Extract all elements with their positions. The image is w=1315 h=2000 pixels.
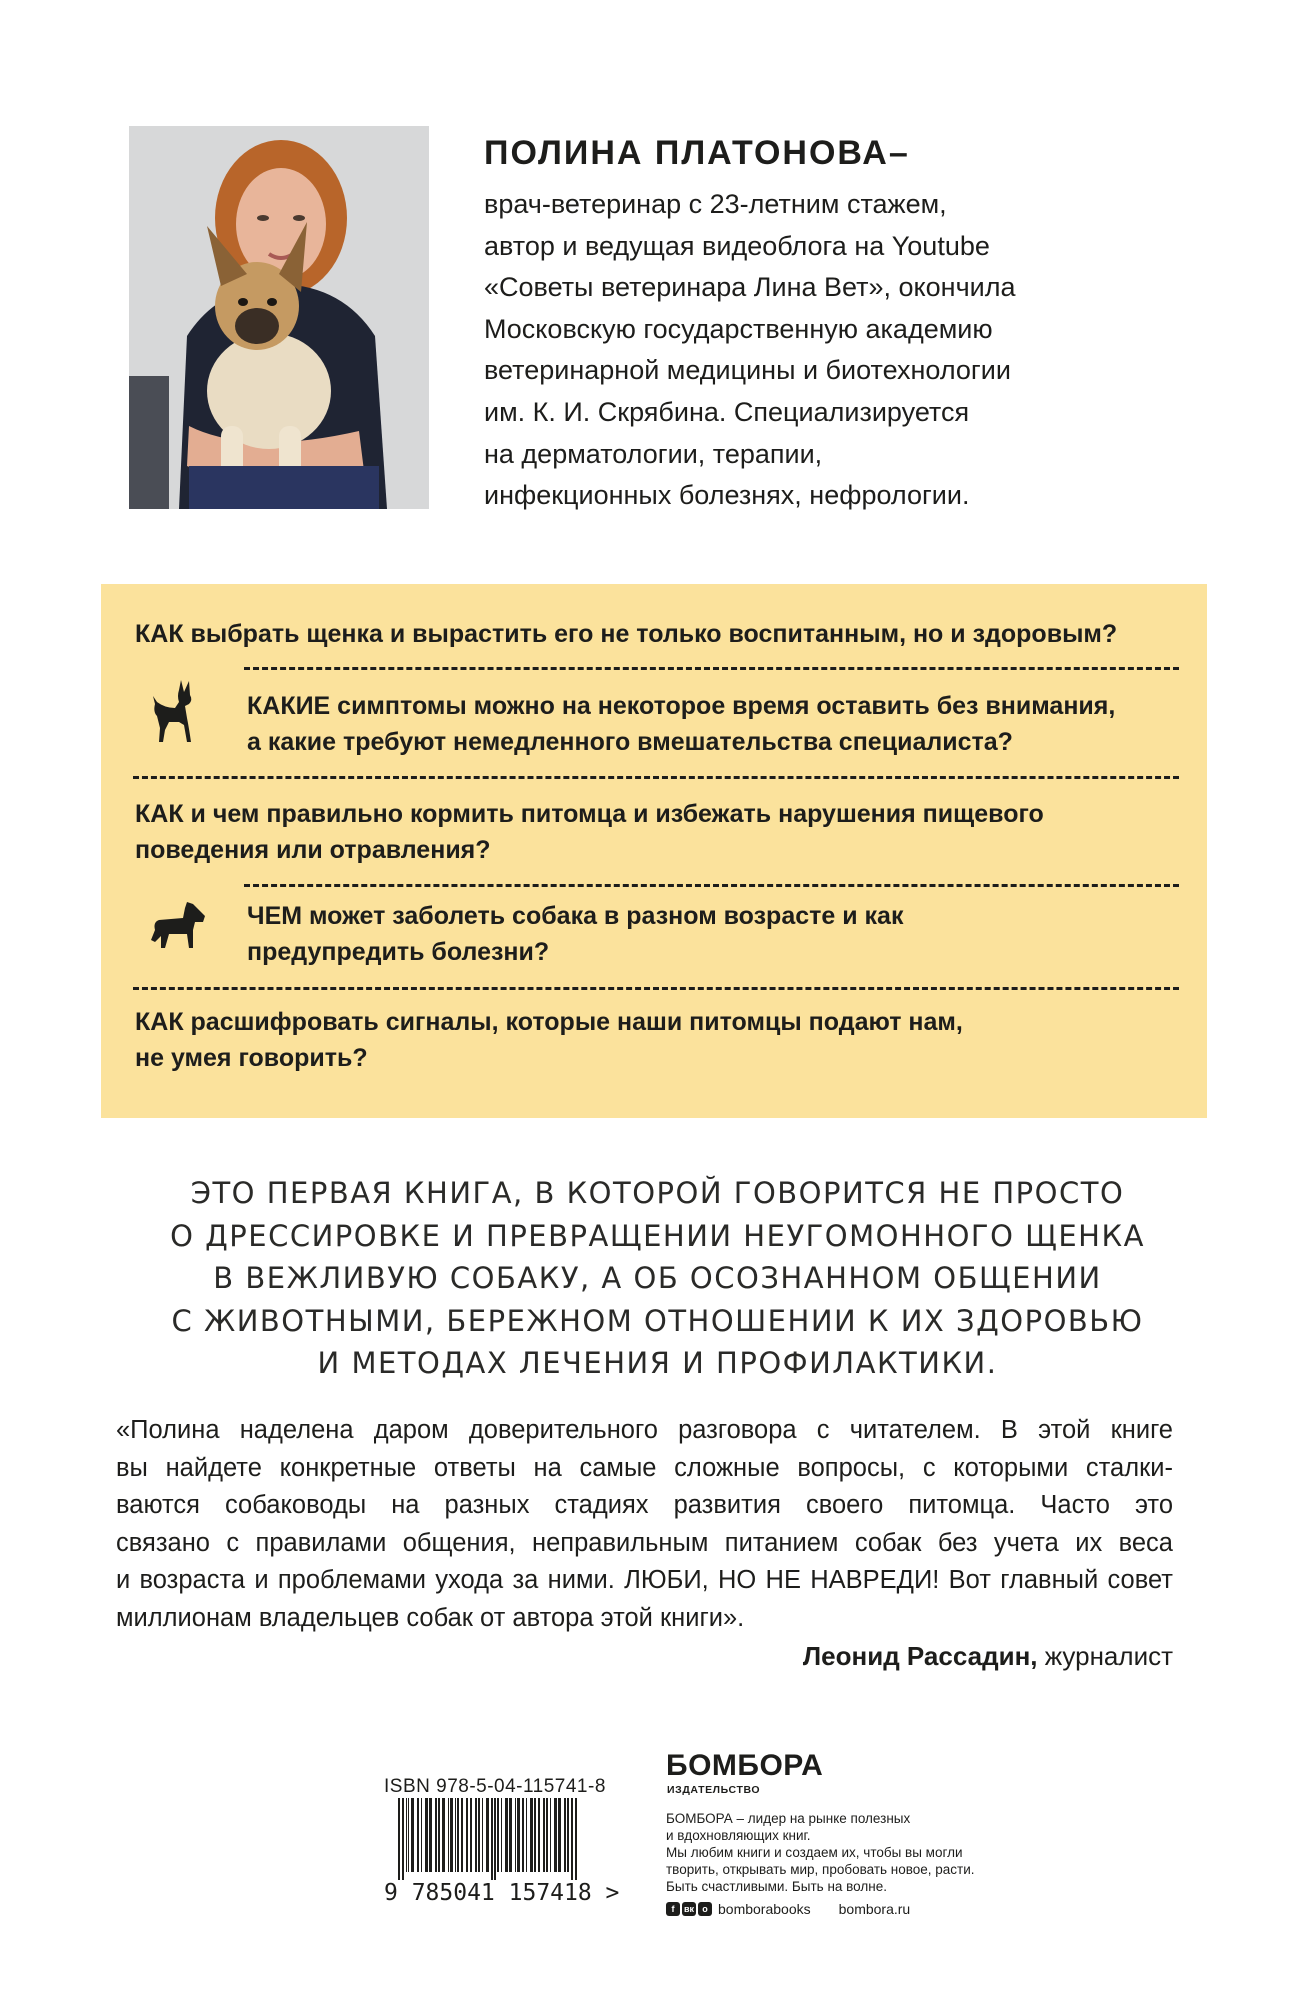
question-line: предупредить болезни?	[247, 938, 550, 966]
barcode-bar	[408, 1798, 409, 1872]
instagram-icon: o	[698, 1902, 712, 1916]
barcode-bar	[567, 1798, 569, 1872]
barcode-bar	[406, 1798, 407, 1872]
vk-icon: вк	[683, 1904, 695, 1914]
question-line: поведения или отравления?	[135, 836, 491, 864]
question-1	[135, 616, 1117, 652]
barcode-bar	[411, 1798, 414, 1872]
headline-line: О ДРЕССИРОВКЕ И ПРЕВРАЩЕНИИ НЕУГОМОННОГО ЩЕНКА	[170, 1218, 1145, 1253]
publisher-desc-line: Мы любим книги и создаем их, чтобы вы могли	[666, 1845, 963, 1860]
barcode-bar	[461, 1798, 463, 1872]
barcode-bar	[494, 1798, 496, 1880]
author-bio-line: на дерматологии, терапии,	[484, 438, 823, 469]
isbn-label: ISBN 978-5-04-115741-8	[384, 1776, 606, 1797]
question-line: КАК и чем правильно кормить питомца и избежать нарушения пищевого	[135, 800, 1044, 828]
question-line: КАК расшифровать сигналы, которые наши питомцы подают нам,	[135, 1008, 963, 1036]
headline-line: С ЖИВОТНЫМИ, БЕРЕЖНОМ ОТНОШЕНИИ К ИХ ЗДОРОВЬЮ	[171, 1303, 1144, 1338]
barcode-bar	[470, 1798, 472, 1872]
quote-author-role: журналист	[1037, 1641, 1173, 1671]
dashed-divider	[244, 667, 1179, 670]
publisher-description	[666, 1810, 975, 1895]
quote-line: «Полина наделена даром доверительного разговора с читателем. В этой книге	[116, 1416, 1173, 1444]
barcode-bar	[429, 1798, 432, 1872]
publisher-subtitle: ИЗДАТЕЛЬСТВО	[667, 1784, 761, 1796]
barcode-bar	[448, 1798, 449, 1872]
publisher-logo: БОМБОРА	[666, 1749, 824, 1782]
barcode-bar	[421, 1798, 422, 1872]
question-line: не умея говорить?	[135, 1044, 368, 1072]
barcode-bar	[543, 1798, 545, 1872]
publisher-desc-line: Быть счастливыми. Быть на волне.	[666, 1879, 887, 1894]
barcode-bar	[515, 1798, 516, 1872]
author-bio-line: им. К. И. Скрябина. Специализируется	[484, 396, 970, 427]
quote-line: ваются собаководы на разных стадиях развития своего питомца. Часто это	[116, 1491, 1173, 1520]
barcode-bar	[482, 1798, 483, 1872]
barcode-bar	[530, 1798, 533, 1872]
question-line: КАКИЕ симптомы можно на некоторое время оставить без внимания,	[247, 692, 1116, 720]
review-quote	[116, 1412, 1173, 1638]
publisher-desc-line: БОМБОРА – лидер на рынке полезных	[666, 1811, 911, 1826]
barcode-bar	[478, 1798, 480, 1872]
barcode-bar	[455, 1798, 456, 1872]
publisher-social	[666, 1900, 910, 1918]
barcode-bar	[497, 1798, 499, 1872]
barcode-bar	[571, 1798, 573, 1880]
barcode	[384, 1798, 614, 1880]
publisher-desc-line: и вдохновляющих книг.	[666, 1828, 811, 1843]
question-line: а какие требуют немедленного вмешательства специалиста?	[247, 728, 1013, 756]
barcode-bar	[522, 1798, 524, 1872]
quote-author-name: Леонид Рассадин,	[802, 1641, 1038, 1671]
facebook-icon: f	[666, 1902, 680, 1916]
barcode-bar	[425, 1798, 428, 1872]
barcode-bar	[517, 1798, 520, 1872]
barcode-bar	[505, 1798, 508, 1872]
toy-terrier-icon	[151, 678, 199, 744]
barcode-bar	[442, 1798, 445, 1872]
barcode-bar	[558, 1798, 561, 1872]
headline-line: В ВЕЖЛИВУЮ СОБАКУ, А ОБ ОСОЗНАННОМ ОБЩЕНИИ	[213, 1261, 1102, 1296]
author-bio-line: ветеринарной медицины и биотехнологии	[484, 355, 1011, 386]
barcode-bar	[509, 1798, 512, 1872]
schnauzer-icon	[147, 900, 207, 952]
question-line: КАК выбрать щенка и вырастить его не только воспитанным, но и здоровым?	[135, 620, 1118, 648]
publisher-desc-line: творить, открывать мир, пробовать новое, расти.	[666, 1862, 975, 1877]
barcode-bar	[554, 1798, 557, 1872]
author-bio-line: врач-ветеринар с 23-летним стажем,	[484, 189, 947, 219]
quote-line: связано с правилами общения, неправильным питанием собак без учета их веса	[116, 1528, 1173, 1557]
questions-box	[101, 584, 1207, 1118]
barcode-bar	[475, 1798, 477, 1872]
social-handle: bomborabooks	[718, 1901, 811, 1917]
barcode-bar	[435, 1798, 437, 1872]
barcode-bar	[564, 1798, 566, 1872]
headline-blurb	[0, 1172, 1315, 1385]
headline-line: ЭТО ПЕРВАЯ КНИГА, В КОТОРОЙ ГОВОРИТСЯ НЕ ПРОСТО	[190, 1176, 1125, 1210]
barcode-bar	[450, 1798, 453, 1872]
dashed-divider	[244, 884, 1179, 887]
author-with-puppy-illustration	[129, 126, 429, 509]
question-5	[135, 1004, 963, 1076]
barcode-bar	[534, 1798, 536, 1872]
quote-line: миллионам владельцев собак от автора этой книги».	[116, 1603, 745, 1632]
publisher-website: bombora.ru	[838, 1901, 911, 1917]
question-line: ЧЕМ может заболеть собака в разном возрасте и как	[247, 902, 904, 930]
author-name: ПОЛИНА ПЛАТОНОВА–	[484, 134, 910, 172]
barcode-bar	[466, 1798, 468, 1872]
dashed-divider	[133, 987, 1179, 990]
barcode-bar	[550, 1798, 551, 1872]
quote-line: и возраста и проблемами ухода за ними. ЛЮБИ, НО НЕ НАВРЕДИ! Вот главный совет	[116, 1566, 1173, 1595]
barcode-bar	[575, 1798, 577, 1880]
question-2	[247, 688, 1115, 760]
author-bio-line: автор и ведущая видеоблога на Youtube	[484, 230, 990, 261]
dashed-divider	[133, 776, 1179, 779]
quote-line: вы найдете конкретные ответы на самые сложные вопросы, с которыми сталки-	[116, 1453, 1173, 1482]
barcode-bar	[501, 1798, 502, 1872]
barcode-bar	[417, 1798, 419, 1872]
barcode-bar	[438, 1798, 440, 1872]
author-bio-line: «Советы ветеринара Лина Вет», окончила	[484, 272, 1016, 303]
headline-line: И МЕТОДАХ ЛЕЧЕНИЯ И ПРОФИЛАКТИКИ.	[317, 1346, 998, 1381]
barcode-bar	[546, 1798, 548, 1872]
barcode-bar	[457, 1798, 459, 1872]
barcode-bar	[398, 1798, 400, 1880]
author-bio-line: Московскую государственную академию	[484, 313, 993, 344]
barcode-bar	[526, 1798, 527, 1872]
barcode-bar	[402, 1798, 404, 1880]
barcode-bar	[486, 1798, 489, 1872]
author-bio-line: инфекционных болезнях, нефрологии.	[484, 480, 970, 511]
question-3	[135, 796, 1044, 868]
quote-attribution	[803, 1641, 1173, 1672]
author-photo	[129, 126, 429, 509]
question-4	[247, 898, 903, 970]
barcode-digits: 9 785041 157418 >	[384, 1880, 620, 1906]
barcode-bar	[538, 1798, 540, 1872]
barcode-bar	[491, 1798, 493, 1880]
author-bio	[484, 184, 1015, 517]
